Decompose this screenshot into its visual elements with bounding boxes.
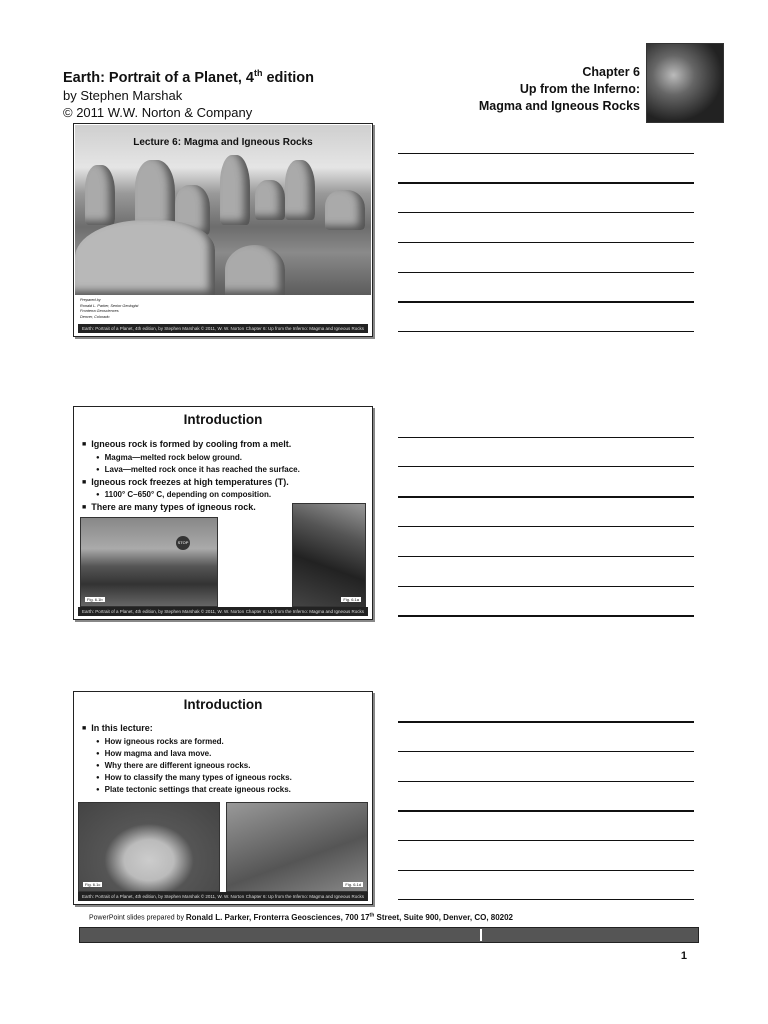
note-line bbox=[398, 272, 694, 273]
note-line bbox=[398, 810, 694, 812]
note-line bbox=[398, 840, 694, 841]
slide-1-credit: Prepared by Ronald L. Parker, Senior Geologist Fronterra Geosciences Denver, Colorado bbox=[80, 298, 139, 319]
slide-1-title: Lecture 6: Magma and Igneous Rocks bbox=[133, 137, 313, 148]
note-line bbox=[398, 870, 694, 871]
bullet: ■ Igneous rock freezes at high temperatures (T). bbox=[82, 476, 300, 490]
stop-sign: STOP bbox=[176, 536, 190, 550]
slide-1 bbox=[73, 123, 373, 337]
note-line bbox=[398, 496, 694, 498]
lava-flow-photo bbox=[80, 517, 218, 607]
note-line bbox=[398, 437, 694, 438]
figure-label: Fig. 6.1b bbox=[87, 597, 103, 602]
chapter-title-line-1: Up from the Inferno: bbox=[519, 82, 640, 96]
slide-2-title: Introduction bbox=[183, 412, 263, 427]
note-line bbox=[398, 331, 694, 332]
sub-bullet: ● How to classify the many types of igneous rocks. bbox=[82, 772, 292, 784]
slide-3-title: Introduction bbox=[183, 697, 263, 712]
bullet: ■ In this lecture: bbox=[82, 722, 292, 736]
note-line bbox=[398, 586, 694, 587]
document-header-right bbox=[400, 64, 640, 115]
book-title: Earth: Portrait of a Planet, 4th edition bbox=[63, 68, 315, 86]
chapter-number: Chapter 6 bbox=[582, 65, 640, 79]
sub-bullet: ● How igneous rocks are formed. bbox=[82, 736, 292, 748]
slide-1-footer: Earth: Portrait of a Planet, 4th edition, by Stephen Marshak © 2011, W. W. Norton Chapter 6: Up from the Inferno: Magma and Igneous Rocks bbox=[78, 324, 368, 333]
note-line bbox=[398, 153, 694, 154]
note-line bbox=[398, 466, 694, 467]
slide-1-rock-photo bbox=[75, 125, 371, 295]
slide-2-bullets bbox=[82, 438, 300, 515]
slide-2 bbox=[73, 406, 373, 620]
author: by Stephen Marshak bbox=[63, 87, 183, 103]
bullet: ■ There are many types of igneous rock. bbox=[82, 501, 300, 515]
bullet: ■ Igneous rock is formed by cooling from a melt. bbox=[82, 438, 300, 452]
note-line bbox=[398, 781, 694, 782]
slides-credit-line: PowerPoint slides prepared by Ronald L. Parker, Fronterra Geosciences, 700 17th Street, Suite 900, Denver, CO, 80202 bbox=[89, 912, 514, 922]
note-line bbox=[398, 242, 694, 243]
note-line bbox=[398, 212, 694, 213]
footer-bar bbox=[79, 927, 699, 943]
sub-bullet: ● Plate tectonic settings that create igneous rocks. bbox=[82, 784, 292, 796]
document-header-left bbox=[63, 64, 423, 121]
note-line bbox=[398, 182, 694, 184]
slide-2-footer: Earth: Portrait of a Planet, 4th edition, by Stephen Marshak © 2011, W. W. Norton Chapter 6: Up from the Inferno: Magma and Igneous Rocks bbox=[78, 607, 368, 616]
sub-bullet: ● 1100° C–650° C, depending on composition. bbox=[82, 489, 300, 501]
volcano-photo bbox=[292, 503, 366, 607]
slide-3-bullets bbox=[82, 722, 292, 796]
chapter-cover-thumbnail bbox=[646, 43, 724, 123]
figure-label: Fig. 6.1a bbox=[343, 597, 359, 602]
note-line bbox=[398, 556, 694, 557]
copyright: © 2011 W.W. Norton & Company bbox=[63, 104, 253, 120]
note-line bbox=[398, 721, 694, 723]
sub-bullet: ● Why there are different igneous rocks. bbox=[82, 760, 292, 772]
outcrop-photo bbox=[226, 802, 368, 892]
figure-label: Fig. 6.1d bbox=[345, 882, 361, 887]
note-line bbox=[398, 751, 694, 752]
note-line bbox=[398, 615, 694, 617]
sub-bullet: ● Lava—melted rock once it has reached the surface. bbox=[82, 464, 300, 476]
note-line bbox=[398, 899, 694, 900]
chapter-title-line-2: Magma and Igneous Rocks bbox=[478, 99, 640, 113]
figure-label: Fig. 6.1c bbox=[85, 882, 101, 887]
sub-bullet: ● How magma and lava move. bbox=[82, 748, 292, 760]
slide-3 bbox=[73, 691, 373, 905]
note-line bbox=[398, 526, 694, 527]
page-number: 1 bbox=[680, 950, 687, 962]
lava-pond-photo bbox=[78, 802, 220, 892]
note-line bbox=[398, 301, 694, 303]
slide-3-footer: Earth: Portrait of a Planet, 4th edition, by Stephen Marshak © 2011, W. W. Norton Chapter 6: Up from the Inferno: Magma and Igneous Rocks bbox=[78, 892, 368, 901]
sub-bullet: ● Magma—melted rock below ground. bbox=[82, 452, 300, 464]
